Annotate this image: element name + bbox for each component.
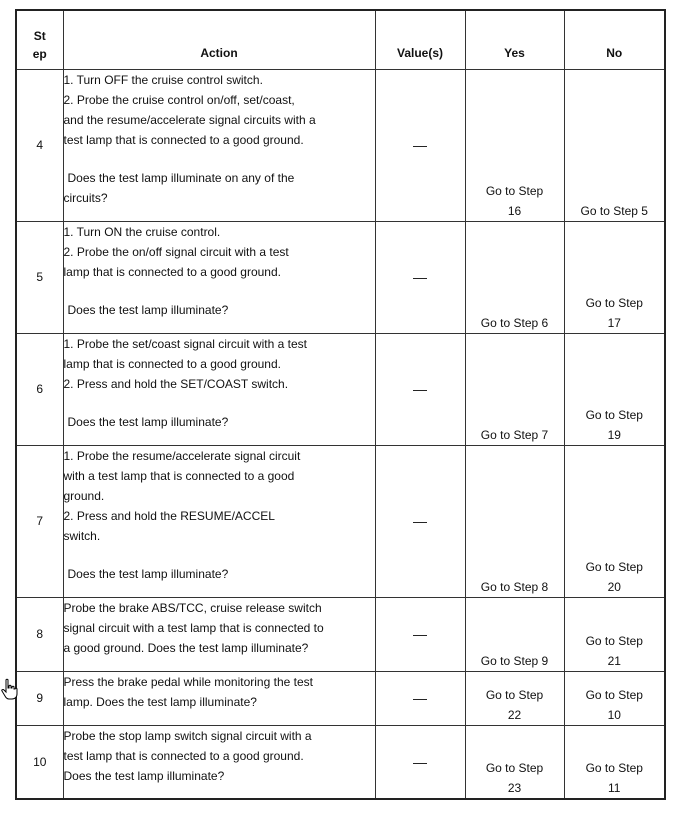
- go-to-step-text: Go to Step: [585, 407, 643, 422]
- header-step: [16, 10, 63, 69]
- table-row: [16, 597, 665, 671]
- go-to-step-text: 10: [607, 707, 621, 722]
- diagnostic-table: [15, 9, 666, 800]
- go-to-step-text: Go to Step: [585, 295, 643, 310]
- go-to-step-text: Go to Step 8: [480, 579, 549, 594]
- step-number: 6: [16, 333, 63, 445]
- question-line: Does the test lamp illuminate on any of the: [67, 170, 295, 185]
- no-cell: [564, 221, 665, 333]
- go-to-step-text: 19: [607, 427, 621, 442]
- question-line: circuits?: [63, 190, 108, 205]
- go-to-step-text: 23: [507, 781, 522, 795]
- action-cell: [63, 445, 375, 597]
- value-cell: —: [375, 597, 465, 671]
- go-to-step-text: Go to Step 7: [480, 427, 549, 442]
- go-to-step-text: 21: [607, 653, 621, 668]
- header-values: Value(s): [375, 10, 465, 69]
- action-line: 2. Probe the on/off signal circuit with a test: [63, 244, 289, 259]
- header-step-line2: ep: [32, 46, 47, 61]
- action-cell: [63, 333, 375, 445]
- header-step-line1: St: [33, 28, 46, 43]
- action-cell: [63, 221, 375, 333]
- action-line: lamp that is connected to a good ground.: [63, 356, 281, 371]
- action-line: 2. Press and hold the SET/COAST switch.: [63, 376, 289, 391]
- action-line: Does the test lamp illuminate?: [63, 768, 225, 783]
- go-to-step-text: Go to Step: [485, 183, 544, 198]
- action-line: 1. Probe the resume/accelerate signal circuit: [63, 448, 301, 463]
- go-to-step-text: Go to Step: [485, 687, 544, 702]
- go-to-step-text: Go to Step 6: [480, 315, 549, 330]
- action-cell: [63, 725, 375, 799]
- value-cell: —: [375, 221, 465, 333]
- go-to-step-text: 16: [507, 203, 522, 218]
- action-line: switch.: [63, 528, 101, 543]
- spacer: [64, 282, 375, 300]
- action-line: Press the brake pedal while monitoring the test: [63, 674, 313, 689]
- header-action: Action: [63, 10, 375, 69]
- go-to-step-text: Go to Step: [585, 633, 643, 648]
- yes-cell: [465, 671, 564, 725]
- step-number: 8: [16, 597, 63, 671]
- spacer: [64, 150, 375, 168]
- question-line: Does the test lamp illuminate?: [67, 566, 229, 581]
- value-cell: —: [375, 69, 465, 221]
- step-number: 9: [16, 671, 63, 725]
- yes-cell: [465, 597, 564, 671]
- no-cell: [564, 597, 665, 671]
- go-to-step-text: Go to Step: [585, 559, 643, 574]
- action-line: 1. Turn OFF the cruise control switch.: [63, 72, 263, 87]
- step-number: 5: [16, 221, 63, 333]
- action-line: 2. Probe the cruise control on/off, set/coast,: [63, 92, 295, 107]
- go-to-step-text: Go to Step: [585, 687, 643, 702]
- go-to-step-text: Go to Step: [485, 761, 544, 775]
- yes-cell: [465, 221, 564, 333]
- value-cell: —: [375, 333, 465, 445]
- spacer: [64, 394, 375, 412]
- action-line: lamp. Does the test lamp illuminate?: [63, 694, 257, 709]
- step-number: 7: [16, 445, 63, 597]
- action-cell: [63, 671, 375, 725]
- table-row: [16, 69, 665, 221]
- go-to-step-text: Go to Step: [585, 761, 643, 775]
- yes-cell: [465, 69, 564, 221]
- value-cell: —: [375, 725, 465, 799]
- header-row: [16, 10, 665, 69]
- no-cell: [564, 725, 665, 799]
- value-cell: —: [375, 671, 465, 725]
- step-number: 4: [16, 69, 63, 221]
- header-no: No: [564, 10, 665, 69]
- no-cell: [564, 69, 665, 221]
- action-line: lamp that is connected to a good ground.: [63, 264, 281, 279]
- go-to-step-text: 17: [607, 315, 621, 330]
- action-line: signal circuit with a test lamp that is connected to: [63, 620, 324, 635]
- go-to-step-text: 20: [607, 579, 621, 594]
- step-number: 10: [16, 725, 63, 799]
- go-to-step-text: 11: [608, 781, 621, 795]
- table-row: [16, 445, 665, 597]
- spacer: [64, 546, 375, 564]
- action-line: ground.: [63, 488, 105, 503]
- hand-cursor-icon: [0, 678, 18, 700]
- action-line: a good ground. Does the test lamp illuminate?: [63, 640, 309, 655]
- yes-cell: [465, 445, 564, 597]
- table-row: [16, 725, 665, 799]
- action-cell: [63, 597, 375, 671]
- action-line: and the resume/accelerate signal circuits with a: [63, 112, 316, 127]
- yes-cell: [465, 333, 564, 445]
- table-row: [16, 221, 665, 333]
- action-line: test lamp that is connected to a good ground.: [63, 132, 304, 147]
- action-line: Probe the brake ABS/TCC, cruise release switch: [63, 600, 322, 615]
- yes-cell: [465, 725, 564, 799]
- action-line: with a test lamp that is connected to a good: [63, 468, 295, 483]
- action-line: Probe the stop lamp switch signal circuit with a: [63, 728, 312, 743]
- go-to-step-text: Go to Step 5: [580, 203, 648, 218]
- no-cell: [564, 445, 665, 597]
- action-line: 2. Press and hold the RESUME/ACCEL: [63, 508, 275, 523]
- action-cell: [63, 69, 375, 221]
- header-yes: Yes: [465, 10, 564, 69]
- question-line: Does the test lamp illuminate?: [67, 302, 229, 317]
- action-line: test lamp that is connected to a good ground.: [63, 748, 304, 763]
- question-line: Does the test lamp illuminate?: [67, 414, 229, 429]
- go-to-step-text: 22: [507, 707, 522, 722]
- go-to-step-text: Go to Step 9: [480, 653, 549, 668]
- action-line: 1. Turn ON the cruise control.: [63, 224, 221, 239]
- table-row: [16, 671, 665, 725]
- no-cell: [564, 333, 665, 445]
- value-cell: —: [375, 445, 465, 597]
- action-line: 1. Probe the set/coast signal circuit with a test: [63, 336, 307, 351]
- table-row: [16, 333, 665, 445]
- no-cell: [564, 671, 665, 725]
